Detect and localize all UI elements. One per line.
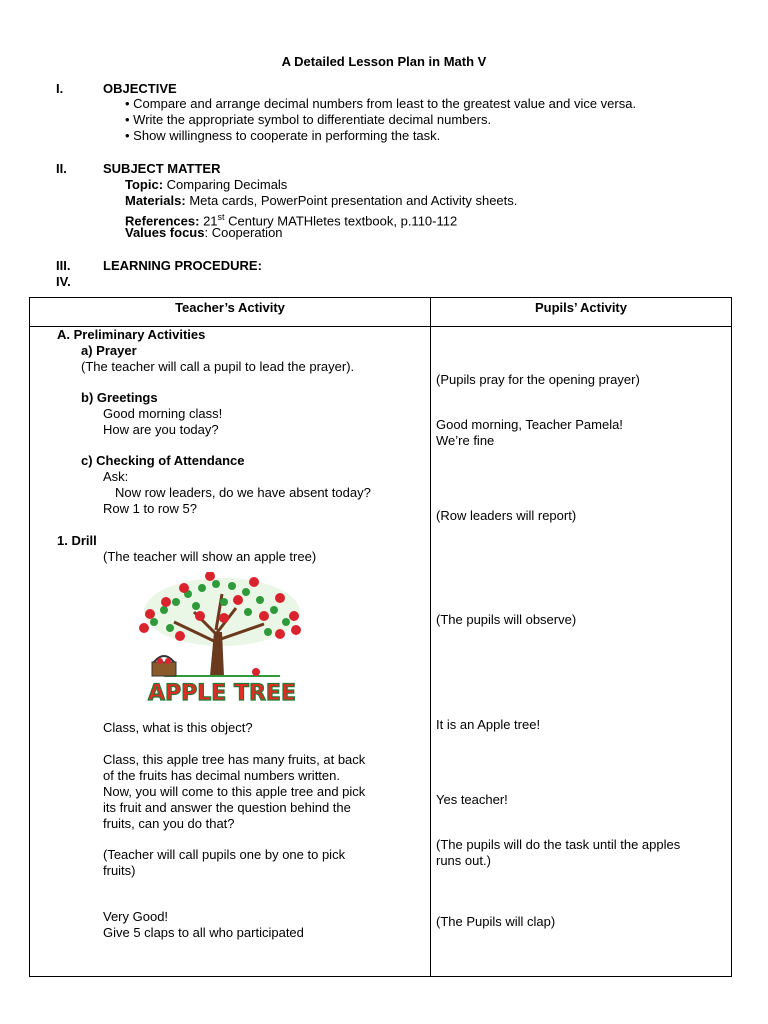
table-border-top <box>29 297 732 298</box>
section-four-number: IV. <box>56 274 71 289</box>
objective-bullet-1: • Compare and arrange decimal numbers from least to the greatest value and vice versa. <box>125 96 637 111</box>
references-sup: st <box>217 212 225 222</box>
call-pupils-line-1: (Teacher will call pupils one by one to pick <box>103 847 346 862</box>
procedure-number: III. <box>56 258 71 273</box>
subject-matter-number: II. <box>56 161 67 176</box>
objective-heading: OBJECTIVE <box>103 81 177 96</box>
teacher-column-header: Teacher’s Activity <box>175 300 285 315</box>
topic-line <box>125 177 287 193</box>
pupil-response-yes: Yes teacher! <box>436 792 508 807</box>
topic-value: Comparing Decimals <box>166 177 288 192</box>
topic-label: Topic: <box>125 177 164 192</box>
apple-basket-icon <box>152 656 176 676</box>
instruction-line-5: fruits, can you do that? <box>103 816 235 831</box>
materials-line <box>125 193 517 209</box>
instruction-line-3: Now, you will come to this apple tree and pick <box>103 784 366 799</box>
greetings-line-2: How are you today? <box>103 422 219 437</box>
references-post: Century MATHletes textbook, p.110-112 <box>224 213 458 229</box>
pupil-response-prayer: (Pupils pray for the opening prayer) <box>436 372 640 387</box>
question-object: Class, what is this object? <box>103 720 253 735</box>
drill-text: (The teacher will show an apple tree) <box>103 549 317 564</box>
pupil-response-fine: We’re fine <box>436 433 495 448</box>
attendance-line-1: Ask: <box>103 469 129 484</box>
attendance-line-2: Now row leaders, do we have absent today? <box>115 485 371 500</box>
pupil-response-report: (Row leaders will report) <box>436 508 577 523</box>
procedure-heading: LEARNING PROCEDURE: <box>103 258 262 273</box>
document-title: A Detailed Lesson Plan in Math V <box>281 54 487 69</box>
praise-line-1: Very Good! <box>103 909 169 924</box>
materials-label: Materials: <box>125 193 186 208</box>
table-border-bottom <box>29 976 732 977</box>
pupil-response-task-2: runs out.) <box>436 853 491 868</box>
values-line <box>125 225 283 241</box>
attendance-heading: c) Checking of Attendance <box>81 453 245 468</box>
instruction-line-2: of the fruits has decimal numbers written. <box>103 768 340 783</box>
references-pre: 21 <box>203 213 218 229</box>
pupils-column-header: Pupils’ Activity <box>535 300 627 315</box>
values-label: Values focus <box>125 225 205 240</box>
greetings-heading: b) Greetings <box>81 390 158 405</box>
table-column-divider <box>430 297 431 977</box>
table-border-left <box>29 297 30 977</box>
objective-bullet-2: • Write the appropriate symbol to differentiate decimal numbers. <box>125 112 492 127</box>
greetings-line-1: Good morning class! <box>103 406 223 421</box>
pupil-response-greeting: Good morning, Teacher Pamela! <box>436 417 623 432</box>
instruction-line-1: Class, this apple tree has many fruits, at back <box>103 752 366 767</box>
apple-tree-image <box>104 572 340 706</box>
subject-matter-heading: SUBJECT MATTER <box>103 161 221 176</box>
apple-tree-caption: APPLE TREE <box>148 681 296 706</box>
pupil-response-apple-tree: It is an Apple tree! <box>436 717 541 732</box>
pupil-response-observe: (The pupils will observe) <box>436 612 577 627</box>
references-label: References: <box>125 213 200 229</box>
objective-number: I. <box>56 81 64 96</box>
praise-line-2: Give 5 claps to all who participated <box>103 925 304 940</box>
call-pupils-line-2: fruits) <box>103 863 136 878</box>
drill-heading: 1. Drill <box>57 533 97 548</box>
prayer-heading: a) Prayer <box>81 343 137 358</box>
materials-value: Meta cards, PowerPoint presentation and Activity sheets. <box>189 193 518 208</box>
attendance-line-3: Row 1 to row 5? <box>103 501 197 516</box>
pupil-response-task-1: (The pupils will do the task until the apples <box>436 837 681 852</box>
pupil-response-clap: (The Pupils will clap) <box>436 914 556 929</box>
fallen-apple-icon <box>252 668 260 676</box>
objective-bullet-3: • Show willingness to cooperate in performing the task. <box>125 128 441 143</box>
preliminary-activities: A. Preliminary Activities <box>57 327 206 342</box>
values-value: : Cooperation <box>204 225 283 240</box>
instruction-line-4: its fruit and answer the question behind the <box>103 800 351 815</box>
table-border-right <box>731 297 732 977</box>
prayer-text: (The teacher will call a pupil to lead the prayer). <box>81 359 355 374</box>
